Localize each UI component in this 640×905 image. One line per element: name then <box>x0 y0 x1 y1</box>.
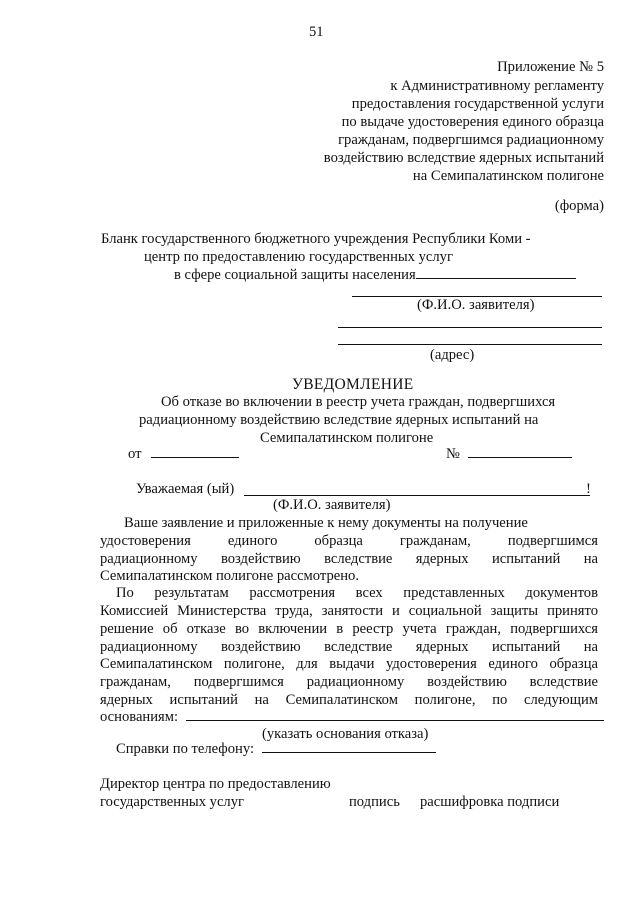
paragraph2-line-4: радиационному воздействию вследствие ядерных испытаний на <box>100 639 598 655</box>
blank-header-line-2: центр по предоставлению государственных услуг <box>144 249 453 265</box>
paragraph1-line-1: Ваше заявление и приложенные к нему документы на получение <box>124 515 528 531</box>
address-caption: (адрес) <box>430 347 475 363</box>
paragraph2-line-2: Комиссией Министерства труда, занятости и социальной защиты принято <box>100 603 598 619</box>
organization-blank-line <box>416 278 576 279</box>
appendix-line-5: гражданам, подвергшимся радиационному <box>338 132 604 148</box>
salutation-label: Уважаемая (ый) <box>136 481 235 497</box>
phone-field <box>116 741 436 758</box>
paragraph1-line-2: удостоверения единого образца гражданам, подвергшимся <box>100 533 598 549</box>
number-field <box>446 446 572 463</box>
paragraph2-line-5: Семипалатинском полигоне, для выдачи удостоверения единого образца <box>100 656 598 672</box>
appendix-line-6: воздействию вследствие ядерных испытаний <box>323 150 604 166</box>
number-blank <box>468 457 572 458</box>
appendix-line-3: предоставления государственной услуги <box>351 96 604 112</box>
number-label: № <box>446 446 460 462</box>
phone-blank <box>262 752 436 753</box>
paragraph2-line-6: гражданам, подвергшимся радиационному воздействию вследствие <box>100 674 598 690</box>
paragraph1-line-3: радиационному воздействию вследствие ядерных испытаний на <box>100 551 598 567</box>
paragraph2-line-1: По результатам рассмотрения всех представленных документов <box>116 585 598 601</box>
notice-subtitle-line-1: Об отказе во включении в реестр учета граждан, подвергшихся <box>161 394 556 410</box>
signature-decode-label: расшифровка подписи <box>420 794 560 810</box>
applicant-name-caption: (Ф.И.О. заявителя) <box>417 297 535 313</box>
blank-header-line-3-text: в сфере социальной защиты населения <box>174 267 416 283</box>
appendix-line-2: к Административному регламенту <box>390 78 604 94</box>
blank-header-line-3 <box>174 267 576 284</box>
date-field <box>128 446 239 463</box>
reasons-blank <box>186 720 604 721</box>
notice-title: УВЕДОМЛЕНИЕ <box>292 376 414 393</box>
page-number: 51 <box>309 24 324 40</box>
notice-subtitle-line-3: Семипалатинском полигоне <box>260 430 434 446</box>
paragraph2-line-3: решение об отказе во включении в реестр учета граждан, подвергшихся <box>100 621 598 637</box>
salutation-name-line <box>244 495 590 496</box>
address-line-1 <box>338 327 602 328</box>
signature-sign-label: подпись <box>349 794 400 810</box>
reasons-label: основаниям: <box>100 709 179 725</box>
date-blank <box>151 457 239 458</box>
salutation-end-mark: ! <box>586 481 591 497</box>
paragraph2-last-line <box>100 709 604 726</box>
reason-caption: (указать основания отказа) <box>262 726 429 742</box>
phone-label: Справки по телефону: <box>116 741 255 757</box>
notice-subtitle-line-2: радиационному воздействию вследствие ядерных испытаний на <box>139 412 539 428</box>
address-line-2 <box>338 344 602 345</box>
blank-header-line-1: Бланк государственного бюджетного учреждения Республики Коми - <box>101 231 531 247</box>
date-label: от <box>128 446 142 462</box>
signature-line-1: Директор центра по предоставлению <box>100 776 331 792</box>
appendix-line-7: на Семипалатинском полигоне <box>412 168 604 184</box>
signature-line-2: государственных услуг <box>100 794 244 810</box>
paragraph2-line-7: ядерных испытаний на Семипалатинском полигоне, по следующим <box>100 692 598 708</box>
form-label: (форма) <box>554 198 604 214</box>
appendix-line-1: Приложение № 5 <box>497 59 604 75</box>
appendix-line-4: по выдаче удостоверения единого образца <box>341 114 604 130</box>
salutation-caption: (Ф.И.О. заявителя) <box>273 497 391 513</box>
paragraph1-line-4: Семипалатинском полигоне рассмотрено. <box>100 568 359 584</box>
